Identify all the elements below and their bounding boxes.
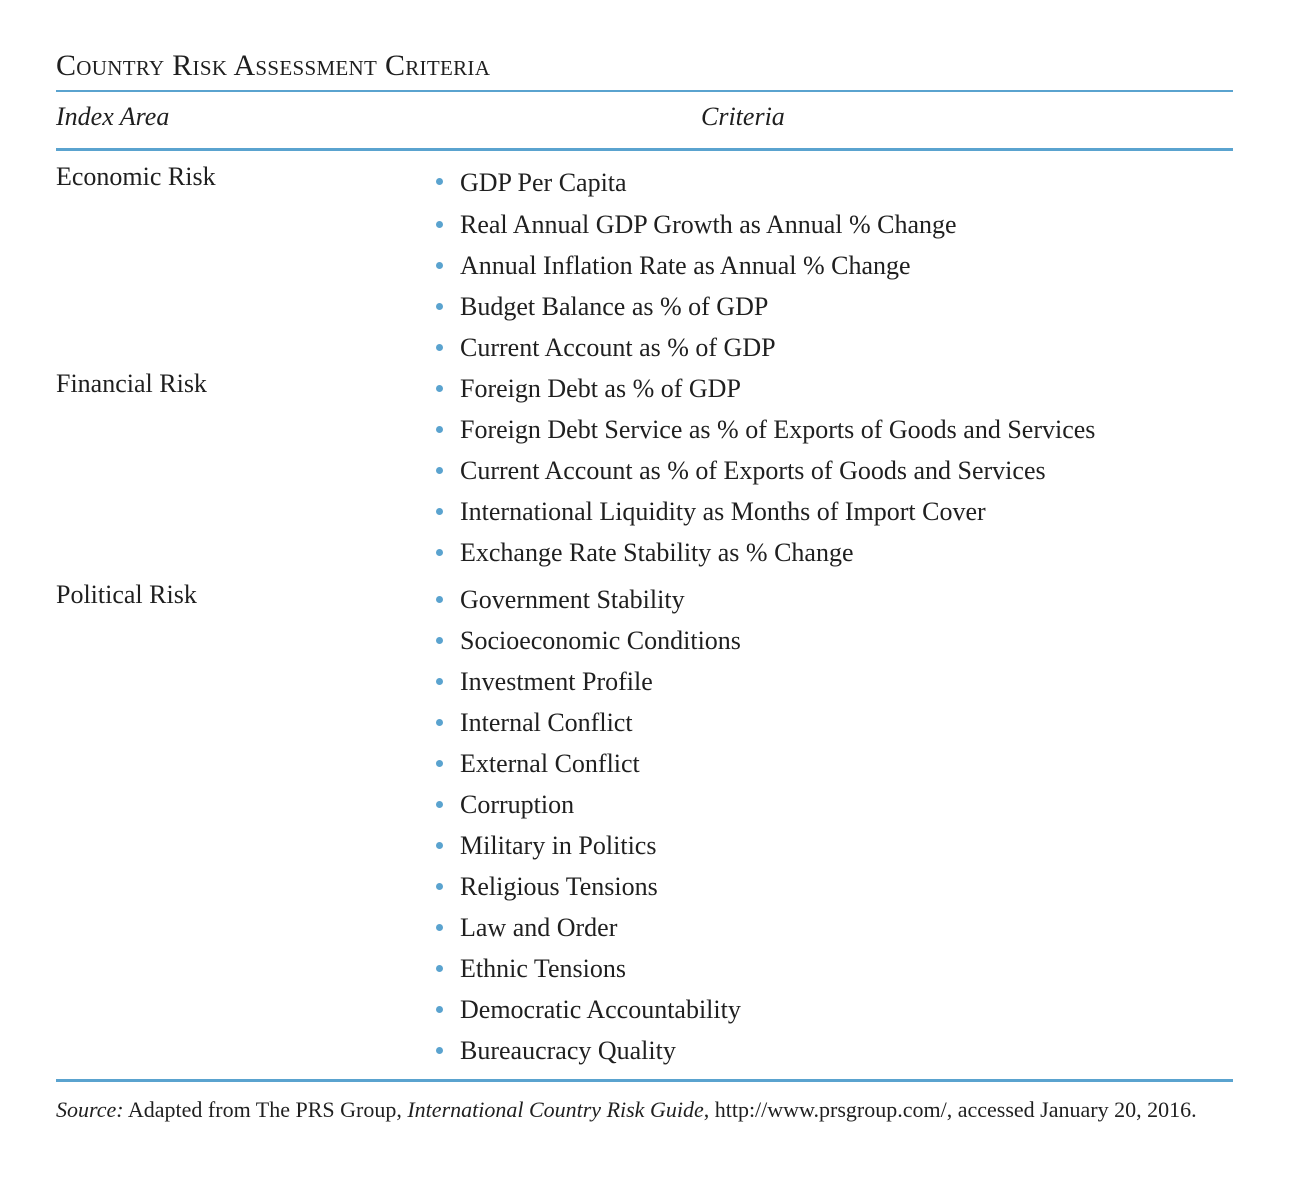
list-item xyxy=(436,702,1233,743)
list-item xyxy=(436,1030,1233,1071)
list-item xyxy=(436,784,1233,825)
bullet-icon xyxy=(436,678,443,685)
bullet-icon xyxy=(436,596,443,603)
header-criteria: Criteria xyxy=(701,102,785,131)
criteria-list xyxy=(436,161,1233,368)
criterion-text: Current Account as % of GDP xyxy=(460,333,776,362)
criterion-text: Foreign Debt as % of GDP xyxy=(460,374,741,403)
bottom-rule xyxy=(56,1079,1233,1082)
list-item xyxy=(436,948,1233,989)
source-prefix: Adapted from The PRS Group, xyxy=(123,1097,408,1122)
list-item xyxy=(436,989,1233,1030)
source-label: Source: xyxy=(56,1097,124,1122)
criteria-list xyxy=(436,368,1233,573)
criterion-text: External Conflict xyxy=(460,749,640,778)
table-body xyxy=(56,151,1233,1079)
bullet-icon xyxy=(436,760,443,767)
criterion-text: Military in Politics xyxy=(460,831,657,860)
group-financial-risk xyxy=(56,368,1233,573)
table-header xyxy=(56,92,1233,148)
list-item xyxy=(436,825,1233,866)
group-label: Financial Risk xyxy=(56,369,207,398)
criterion-text: International Liquidity as Months of Import Cover xyxy=(460,497,986,526)
criterion-text: Foreign Debt Service as % of Exports of Goods and Services xyxy=(460,415,1096,444)
criterion-text: Current Account as % of Exports of Goods and Services xyxy=(460,456,1046,485)
country-risk-table xyxy=(56,48,1233,1124)
list-item xyxy=(436,491,1233,532)
list-item xyxy=(436,204,1233,245)
group-label: Political Risk xyxy=(56,580,197,609)
bullet-icon xyxy=(436,637,443,644)
bullet-icon xyxy=(436,178,443,185)
bullet-icon xyxy=(436,1006,443,1013)
bullet-icon xyxy=(436,719,443,726)
list-item xyxy=(436,532,1233,573)
criterion-text: Religious Tensions xyxy=(460,872,658,901)
criterion-text: Democratic Accountability xyxy=(460,995,741,1024)
source-title: International Country Risk Guide xyxy=(407,1097,704,1122)
list-item xyxy=(436,866,1233,907)
table-title: Country Risk Assessment Criteria xyxy=(56,49,491,82)
criterion-text: Corruption xyxy=(460,790,575,819)
criterion-text: Socioeconomic Conditions xyxy=(460,626,741,655)
criterion-text: GDP Per Capita xyxy=(460,168,627,197)
bullet-icon xyxy=(436,467,443,474)
list-item xyxy=(436,450,1233,491)
list-item xyxy=(436,907,1233,948)
bullet-icon xyxy=(436,221,443,228)
criterion-text: Internal Conflict xyxy=(460,708,633,737)
group-political-risk xyxy=(56,579,1233,1071)
list-item xyxy=(436,579,1233,620)
bullet-icon xyxy=(436,1047,443,1054)
list-item xyxy=(436,327,1233,368)
header-index-area: Index Area xyxy=(56,102,170,131)
bullet-icon xyxy=(436,801,443,808)
bullet-icon xyxy=(436,303,443,310)
list-item xyxy=(436,743,1233,784)
bullet-icon xyxy=(436,883,443,890)
group-economic-risk xyxy=(56,161,1233,368)
bullet-icon xyxy=(436,385,443,392)
bullet-icon xyxy=(436,842,443,849)
list-item xyxy=(436,368,1233,409)
criterion-text: Annual Inflation Rate as Annual % Change xyxy=(460,251,911,280)
criterion-text: Government Stability xyxy=(460,585,685,614)
criterion-text: Ethnic Tensions xyxy=(460,954,626,983)
bullet-icon xyxy=(436,965,443,972)
bullet-icon xyxy=(436,549,443,556)
group-label: Economic Risk xyxy=(56,162,216,191)
criteria-list xyxy=(436,579,1233,1071)
bullet-icon xyxy=(436,426,443,433)
criterion-text: Exchange Rate Stability as % Change xyxy=(460,538,854,567)
list-item xyxy=(436,161,1233,204)
bullet-icon xyxy=(436,344,443,351)
bullet-icon xyxy=(436,262,443,269)
source-note xyxy=(56,1096,1206,1124)
list-item xyxy=(436,286,1233,327)
bullet-icon xyxy=(436,508,443,515)
list-item xyxy=(436,245,1233,286)
criterion-text: Budget Balance as % of GDP xyxy=(460,292,769,321)
list-item xyxy=(436,661,1233,702)
list-item xyxy=(436,620,1233,661)
criterion-text: Bureaucracy Quality xyxy=(460,1036,676,1065)
criterion-text: Real Annual GDP Growth as Annual % Change xyxy=(460,210,957,239)
list-item xyxy=(436,409,1233,450)
criterion-text: Investment Profile xyxy=(460,667,653,696)
bullet-icon xyxy=(436,924,443,931)
source-suffix: , http://www.prsgroup.com/, accessed January 20, 2016. xyxy=(703,1097,1197,1122)
criterion-text: Law and Order xyxy=(460,913,618,942)
